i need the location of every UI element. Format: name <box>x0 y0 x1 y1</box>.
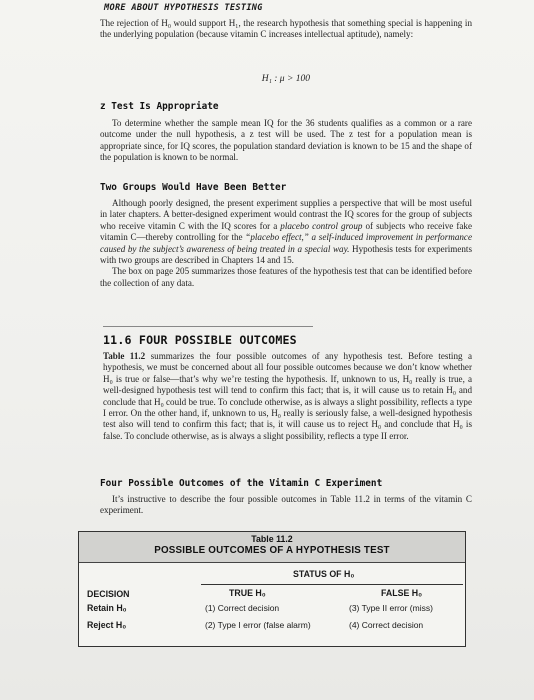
emphasis-placebo-control: placebo control group <box>280 220 363 231</box>
table-reference: Table 11.2 <box>103 351 146 361</box>
vitamin-c-paragraph: It’s instructive to describe the four possible outcomes in Table 11.2 in terms of the vitamin C experiment. <box>100 494 472 516</box>
section-paragraph <box>103 351 472 442</box>
two-groups-paragraph-1 <box>100 198 472 266</box>
z-test-paragraph: To determine whether the sample mean IQ for the 36 students qualifies as a common or a rare outcome under the null hypothesis, a z test will be used. The z test for a population mean is appropriate since, for IQ scores, the population standard deviation is known to be 15 and the shape of the population is known to be normal. <box>100 118 472 163</box>
intro-paragraph <box>100 18 472 41</box>
section-heading: 11.6 FOUR POSSIBLE OUTCOMES <box>103 333 297 347</box>
cell-retain-true: (1) Correct decision <box>205 603 280 613</box>
running-head: MORE ABOUT HYPOTHESIS TESTING <box>104 3 263 13</box>
table-label: Table 11.2 <box>251 534 293 544</box>
vitamin-c-heading: Four Possible Outcomes of the Vitamin C Experiment <box>100 478 383 489</box>
cell-reject-false: (4) Correct decision <box>349 620 424 630</box>
section-rule <box>103 326 313 327</box>
text-run: Hypothesis tests for experiments with two groups are described in Chapters 14 and 15. <box>100 243 472 266</box>
row-retain: Retain H₀ <box>87 603 127 613</box>
table-title: POSSIBLE OUTCOMES OF A HYPOTHESIS TEST <box>154 545 390 556</box>
alternative-hypothesis-formula: H₁ : μ > 100 <box>261 74 310 84</box>
two-groups-paragraph-2: The box on page 205 summarizes those features of the hypothesis test that can be identified before the collection of any data. <box>100 266 472 288</box>
intro-text: The rejection of H₀ would support H₁, the research hypothesis that something special is happening in the underlying population (because vitamin C increases intellectual aptitude), namely: <box>100 18 472 40</box>
emphasis-placebo-effect: “placebo effect,” a self-induced improvement in performance caused by the subject’s awareness of being treated in a special way. <box>100 232 472 254</box>
outcomes-table <box>78 531 466 647</box>
cell-retain-false: (3) Type II error (miss) <box>349 603 433 613</box>
text-run: summarizes the four possible outcomes of any hypothesis test. Before testing a hypothesis, we must be concerned about all four possible outcomes because we don’t know whether H₀ is true or false—that’s why we’re testing the hypothesis. If, unknown to us, H₀ really is true, a well-designed hypothesis test will tend to confirm this fact; that is, it will cause us to retain H₀ and conclude that H₀ could be true. To conclude otherwise, as is always a slight possibility, reflects a type I error. On the other hand, if, unknown to us, H₀ really is seriously false, a well-designed hypothesis test also will tend to confirm this fact; that is, it will cause us to reject H₀ and conclude that H₀ is false. To conclude otherwise, as is always a slight possibility, reflects a type II error. <box>103 351 472 441</box>
column-false: FALSE H₀ <box>381 588 423 598</box>
table-header <box>79 532 465 563</box>
decision-label: DECISION <box>87 589 130 599</box>
text-run: of subjects who receive fake vitamin C—thereby controlling for the <box>100 220 473 243</box>
two-groups-heading: Two Groups Would Have Been Better <box>100 182 287 193</box>
cell-reject-true: (2) Type I error (false alarm) <box>205 620 311 630</box>
status-rule <box>201 584 463 585</box>
status-header: STATUS OF H₀ <box>293 569 355 579</box>
text-run: Although poorly designed, the present experiment supplies a perspective that will be most useful in later chapters. A better-designed experiment would contrast the IQ scores for the group of subjects who receive vitamin C with the IQ scores for a <box>100 198 472 231</box>
row-reject: Reject H₀ <box>87 620 127 630</box>
z-test-heading: z Test Is Appropriate <box>100 101 219 112</box>
column-true: TRUE H₀ <box>229 588 266 598</box>
